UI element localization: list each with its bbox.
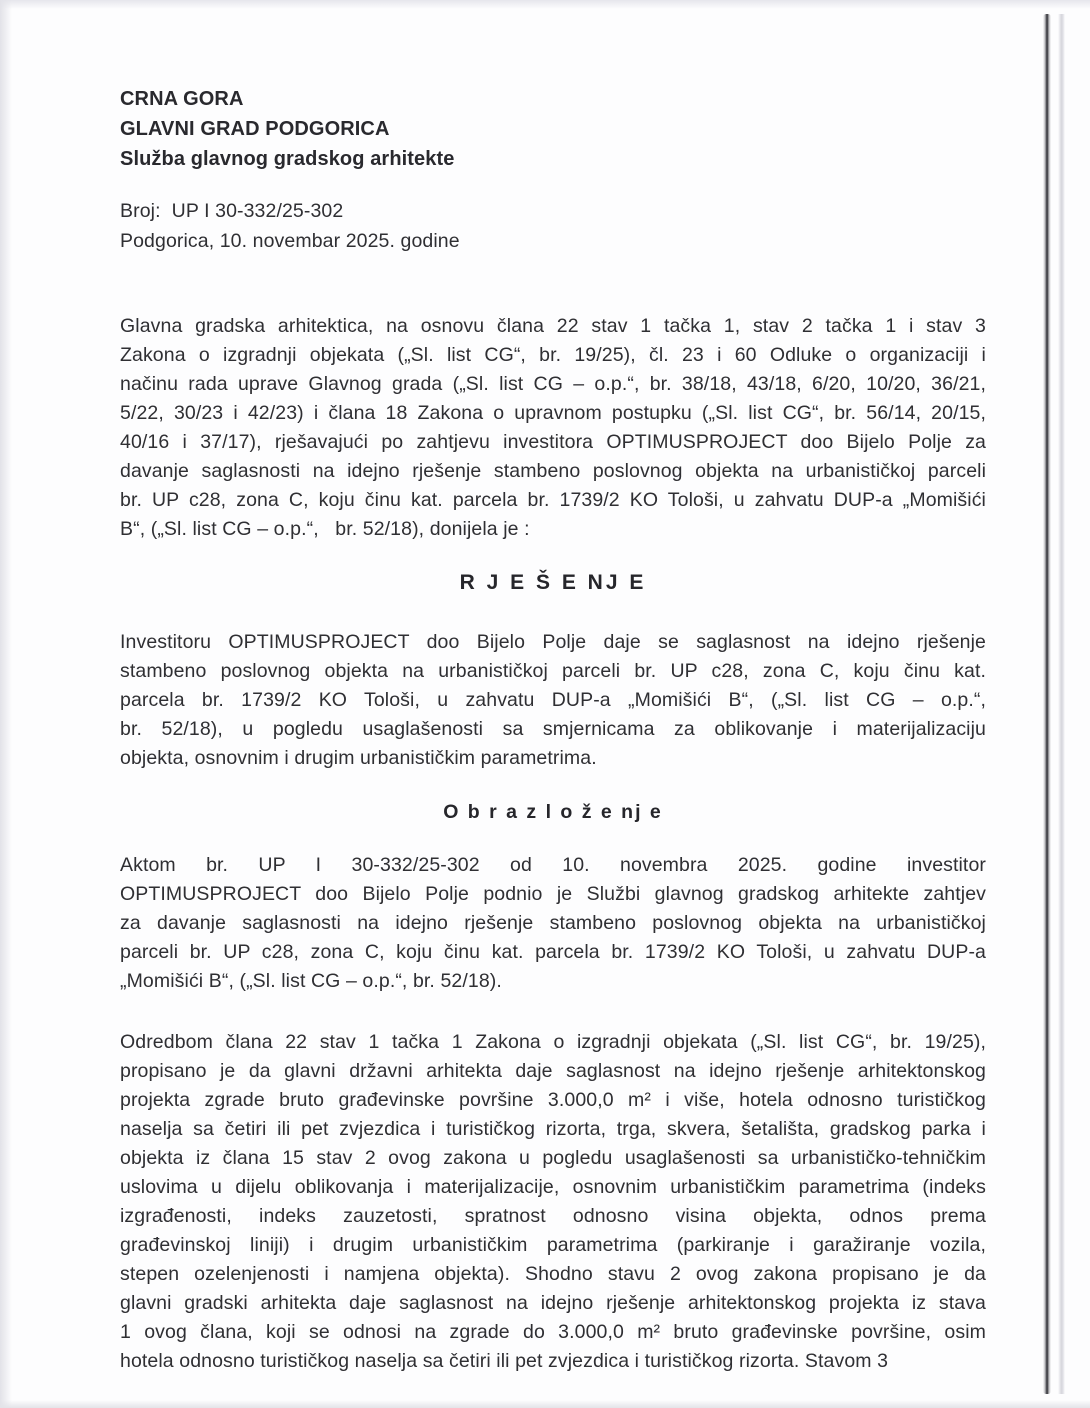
- text-line: Služba glavnog gradskog arhitekte: [120, 148, 455, 170]
- resolution-paragraph: [120, 628, 986, 773]
- text-line: B“, („Sl. list CG – o.p.“, br. 52/18), donijela je :: [120, 518, 530, 540]
- page-edge-shading-bottom: [0, 1400, 1090, 1408]
- scan-artifact-dark-line: [1043, 14, 1051, 1394]
- text-line: 5/22, 30/23 i 42/23) i člana 18 Zakona o upravnom postupku („Sl. list CG“, br. 56/14, 20/15,: [120, 402, 986, 424]
- scan-artifact-light-line: [1058, 14, 1065, 1394]
- text-line: OPTIMUSPROJECT doo Bijelo Polje podnio je Službi glavnog gradskog arhitekte zahtjev: [120, 883, 986, 905]
- text-line: davanje saglasnosti na idejno rješenje stambeno poslovnog objekta na urbanističkoj parceli: [120, 460, 986, 482]
- text-line: GLAVNI GRAD PODGORICA: [120, 118, 390, 140]
- page-edge-shading-left: [0, 0, 12, 1408]
- document-content: [120, 0, 986, 1376]
- text-line: parcela br. 1739/2 KO Tološi, u zahvatu DUP-a „Momišići B“, („Sl. list CG – o.p.“,: [120, 689, 986, 711]
- text-line: uslovima u dijelu oblikovanja i materijalizacije, osnovnim urbanističkim parametrima (indeks: [120, 1176, 986, 1198]
- explanation-heading: O b r a z l o ž e nj e: [443, 801, 663, 823]
- text-line: za davanje saglasnosti na idejno rješenje stambeno poslovnog objekta na urbanističkoj: [120, 912, 986, 934]
- text-line: projekta zgrade bruto građevinske površine 3.000,0 m² i više, hotela odnosno turističkog: [120, 1089, 986, 1111]
- text-line: CRNA GORA: [120, 88, 244, 110]
- text-line: naselja sa četiri ili pet zvjezdica i turističkog rizorta, trga, skvera, šetališta, gradskog parka i: [120, 1118, 986, 1140]
- text-line: glavni gradski arhitekta daje saglasnost na idejno rješenje arhitektonskog projekta iz stava: [120, 1292, 986, 1314]
- text-line: stambeno poslovnog objekta na urbanističkoj parceli br. UP c28, zona C, koju činu kat.: [120, 660, 986, 682]
- text-line: objekta iz člana 15 stav 2 ovog zakona u pogledu usaglašenosti sa urbanističko-tehničkim: [120, 1147, 986, 1169]
- text-line: načinu rada uprave Glavnog grada („Sl. list CG – o.p.“, br. 38/18, 43/18, 6/20, 10/20, 36/21,: [120, 373, 986, 395]
- text-line: Zakona o izgradnji objekata („Sl. list CG“, br. 19/25), čl. 23 i 60 Odluke o organizaciji i: [120, 344, 986, 366]
- text-line: Podgorica, 10. novembar 2025. godine: [120, 230, 460, 252]
- text-line: „Momišići B“, („Sl. list CG – o.p.“, br. 52/18).: [120, 970, 502, 992]
- resolution-heading: R J E Š E NJ E: [459, 571, 647, 594]
- text-line: propisano je da glavni državni arhitekta daje saglasnost na idejno rješenje arhitektonskog: [120, 1060, 986, 1082]
- text-line: br. 52/18), u pogledu usaglašenosti sa smjernicama za oblikovanje i materijalizaciju: [120, 718, 986, 740]
- text-line: Broj: UP I 30-332/25-302: [120, 200, 344, 222]
- text-line: Investitoru OPTIMUSPROJECT doo Bijelo Polje daje se saglasnost na idejno rješenje: [120, 631, 986, 653]
- text-line: građevinskoj liniji) i drugim urbanističkim parametrima (parkiranje i garažiranje vozila,: [120, 1234, 986, 1256]
- text-line: parceli br. UP c28, zona C, koju činu kat. parcela br. 1739/2 KO Tološi, u zahvatu DUP-a: [120, 941, 986, 963]
- text-line: Aktom br. UP I 30-332/25-302 od 10. novembra 2025. godine investitor: [120, 854, 986, 876]
- explanation-paragraph-1: [120, 851, 986, 996]
- text-line: stepen ozelenjenosti i namjena objekta). Shodno stavu 2 ovog zakona propisano je da: [120, 1263, 986, 1285]
- text-line: 1 ovog člana, koji se odnosi na zgrade do 3.000,0 m² bruto građevinske površine, osim: [120, 1321, 986, 1343]
- text-line: br. UP c28, zona C, koju činu kat. parcela br. 1739/2 KO Tološi, u zahvatu DUP-a „Momišići: [120, 489, 986, 511]
- text-line: Glavna gradska arhitektica, na osnovu člana 22 stav 1 tačka 1, stav 2 tačka 1 i stav 3: [120, 315, 986, 337]
- text-line: 40/16 i 37/17), rješavajući po zahtjevu investitora OPTIMUSPROJECT doo Bijelo Polje za: [120, 431, 986, 453]
- text-line: Odredbom člana 22 stav 1 tačka 1 Zakona o izgradnji objekata („Sl. list CG“, br. 19/25),: [120, 1031, 986, 1053]
- letterhead: [120, 84, 986, 174]
- explanation-paragraph-2: [120, 1028, 986, 1376]
- text-line: objekta, osnovnim i drugim urbanističkim parametrima.: [120, 747, 597, 769]
- text-line: izgrađenosti, indeks zauzetosti, spratnost odnosno visina objekta, odnos prema: [120, 1205, 986, 1227]
- text-line: hotela odnosno turističkog naselja sa četiri ili pet zvjezdica i turističkog rizorta. Stavom 3: [120, 1350, 889, 1372]
- intro-paragraph: [120, 312, 986, 544]
- reference-block: [120, 196, 986, 256]
